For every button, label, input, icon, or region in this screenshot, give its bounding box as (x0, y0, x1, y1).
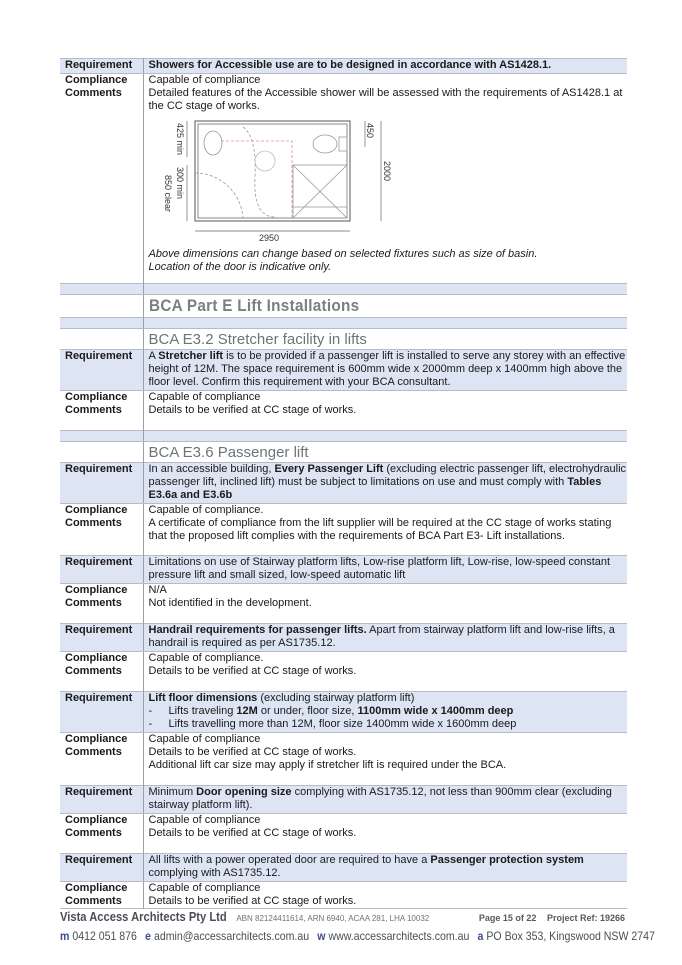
subsection-title: BCA E3.2 Stretcher facility in lifts (148, 331, 367, 348)
comments-label: Comments (65, 827, 122, 839)
comment-cell: Capable of compliance Details to be verified at CC stage of works. (148, 814, 357, 839)
comment-line: Capable of compliance (148, 74, 261, 86)
section-title: BCA Part E Lift Installations (148, 296, 359, 315)
section-heading-row (60, 295, 627, 318)
mobile-number: 0412 051 876 (72, 929, 137, 943)
subsection-title: BCA E3.6 Passenger lift (148, 444, 309, 461)
requirement-label: Requirement (60, 556, 143, 584)
table-row (60, 74, 627, 284)
subsection-heading-row (60, 329, 627, 350)
compliance-label: Compliance (65, 74, 128, 86)
door-swing-icon (195, 173, 243, 221)
subsection-heading-row (60, 442, 627, 463)
requirement-text: Lift floor dimensions (excluding stairway platform lift) - Lifts traveling 12M or under, floor size, 1100mm wide x 1400mm deep - Lifts travelling more than 12M, floor size 1400mm wide x 1600mm deep (143, 692, 627, 733)
compliance-label: Compliance (65, 504, 128, 516)
page-footer (60, 908, 655, 943)
comment-cell: Capable of compliance. A certificate of compliance from the lift supplier will be required at the CC stage of works stating that the proposed lift complies with the requirements of BCA Part E3- Lift installations. (148, 504, 612, 542)
table-row (60, 786, 627, 814)
requirement-label: Requirement (60, 692, 143, 733)
project-ref: Project Ref: 19266 (546, 913, 625, 923)
comments-label: Comments (65, 895, 122, 907)
compliance-label: Compliance (65, 584, 128, 596)
mobile-label: m (60, 929, 70, 943)
comment-cell: Capable of compliance Details to be verified at CC stage of works. (148, 391, 357, 416)
compliance-table (60, 58, 627, 909)
basin-icon (204, 131, 222, 155)
comment-cell: Capable of compliance Details to be verified at CC stage of works. (148, 882, 357, 907)
comment-cell: Capable of compliance Details to be verified at CC stage of works. Additional lift car size may apply if stretcher lift is required under the BCA. (148, 733, 507, 771)
dim-basin-label: 425 min (174, 123, 185, 156)
requirement-text: Handrail requirements for passenger lifts. Apart from stairway platform lift and low-rise lifts, a handrail is required as per AS1735.12. (143, 624, 627, 652)
requirement-label: Requirement (60, 350, 143, 391)
requirement-label: Requirement (60, 463, 143, 504)
dim-door-clear-label: 850 clear (162, 175, 173, 213)
company-name: Vista Access Architects Pty Ltd (60, 909, 227, 924)
company-registration: ABN 82124411614, ARN 6940, ACAA 281, LHA 10032 (236, 914, 430, 923)
table-row (60, 882, 627, 909)
email-link[interactable]: admin@accessarchitects.com.au (153, 929, 310, 943)
turning-circle-icon (255, 151, 275, 171)
table-row (60, 652, 627, 692)
table-row (60, 556, 627, 584)
diagram-note: Above dimensions can change based on selected fixtures such as size of basin. (148, 248, 538, 260)
table-row (60, 584, 627, 624)
table-row (60, 814, 627, 854)
table-row (60, 624, 627, 652)
divider-band (60, 431, 627, 442)
requirement-text: Showers for Accessible use are to be designed in accordance with AS1428.1. (143, 59, 627, 74)
comments-label: Comments (65, 87, 122, 99)
compliance-comments-label (60, 74, 143, 284)
requirement-text: Limitations on use of Stairway platform lifts, Low-rise platform lift, Low-rise, low-speed constant pressure lift and small sized, low-speed automatic lift (143, 556, 627, 584)
diagram-note: Location of the door is indicative only. (148, 261, 332, 273)
dim-door-label: 300 min (174, 167, 185, 200)
bullet-item: - Lifts traveling 12M or under, floor size, 1100mm wide x 1400mm deep (148, 705, 514, 717)
comments-label: Comments (65, 404, 122, 416)
address-label: a (477, 929, 484, 943)
requirement-label: Requirement (60, 786, 143, 814)
comment-cell: N/A Not identified in the development. (148, 584, 312, 609)
compliance-label: Compliance (65, 882, 128, 894)
website-label: w (317, 929, 326, 943)
email-label: e (145, 929, 152, 943)
comments-label: Comments (65, 665, 122, 677)
table-row (60, 733, 627, 786)
cistern-icon (339, 137, 347, 151)
table-row (60, 463, 627, 504)
dim-height-label: 2000 (381, 161, 392, 182)
comments-label: Comments (65, 517, 122, 529)
website-link[interactable]: www.accessarchitects.com.au (328, 929, 470, 943)
divider-band (60, 284, 627, 295)
table-row (60, 854, 627, 882)
requirement-text: Minimum Door opening size complying with AS1735.12, not less than 900mm clear (excluding stairway platform lift). (143, 786, 627, 814)
compliance-label: Compliance (65, 652, 128, 664)
toilet-icon (313, 135, 337, 153)
requirement-text: All lifts with a power operated door are required to have a Passenger protection system complying with AS1735.12. (143, 854, 627, 882)
table-row (60, 350, 627, 391)
dim-wc-label: 450 (364, 123, 375, 139)
divider-band (60, 318, 627, 329)
requirement-text: A Stretcher lift is to be provided if a passenger lift is installed to serve any storey with an effective height of 12M. The space requirement is 600mm wide x 2000mm deep x 1400mm high above the floor level. Confirm this requirement with your BCA consultant. (143, 350, 627, 391)
table-row (60, 59, 627, 74)
shower-layout-diagram (155, 117, 395, 241)
room-outline (195, 121, 350, 221)
comment-line: Detailed features of the Accessible shower will be assessed with the requirements of AS1428.1 at the CC stage of works. (148, 87, 623, 112)
requirement-label: Requirement (60, 624, 143, 652)
requirement-text: In an accessible building, Every Passenger Lift (excluding electric passenger lift, electrohydraulic passenger lift, inclined lift) must be subject to limitations on use and must comply with Tables E3.6a and E3.6b (143, 463, 627, 504)
compliance-label: Compliance (65, 814, 128, 826)
comments-label: Comments (65, 746, 122, 758)
compliance-label: Compliance (65, 733, 128, 745)
compliance-label: Compliance (65, 391, 128, 403)
table-row (60, 391, 627, 431)
bullet-item: - Lifts travelling more than 12M, floor size 1400mm wide x 1600mm deep (148, 718, 517, 730)
document-page (60, 58, 627, 909)
comment-cell (143, 74, 627, 284)
dim-width-label: 2950 (258, 233, 279, 241)
table-row (60, 504, 627, 556)
requirement-label: Requirement (60, 854, 143, 882)
page-number: Page 15 of 22 (478, 913, 537, 923)
comments-label: Comments (65, 597, 122, 609)
comment-cell: Capable of compliance. Details to be verified at CC stage of works. (148, 652, 357, 677)
contact-line (60, 929, 655, 943)
table-row (60, 692, 627, 733)
postal-address: PO Box 353, Kingswood NSW 2747 (486, 929, 655, 943)
requirement-label: Requirement (60, 59, 143, 74)
